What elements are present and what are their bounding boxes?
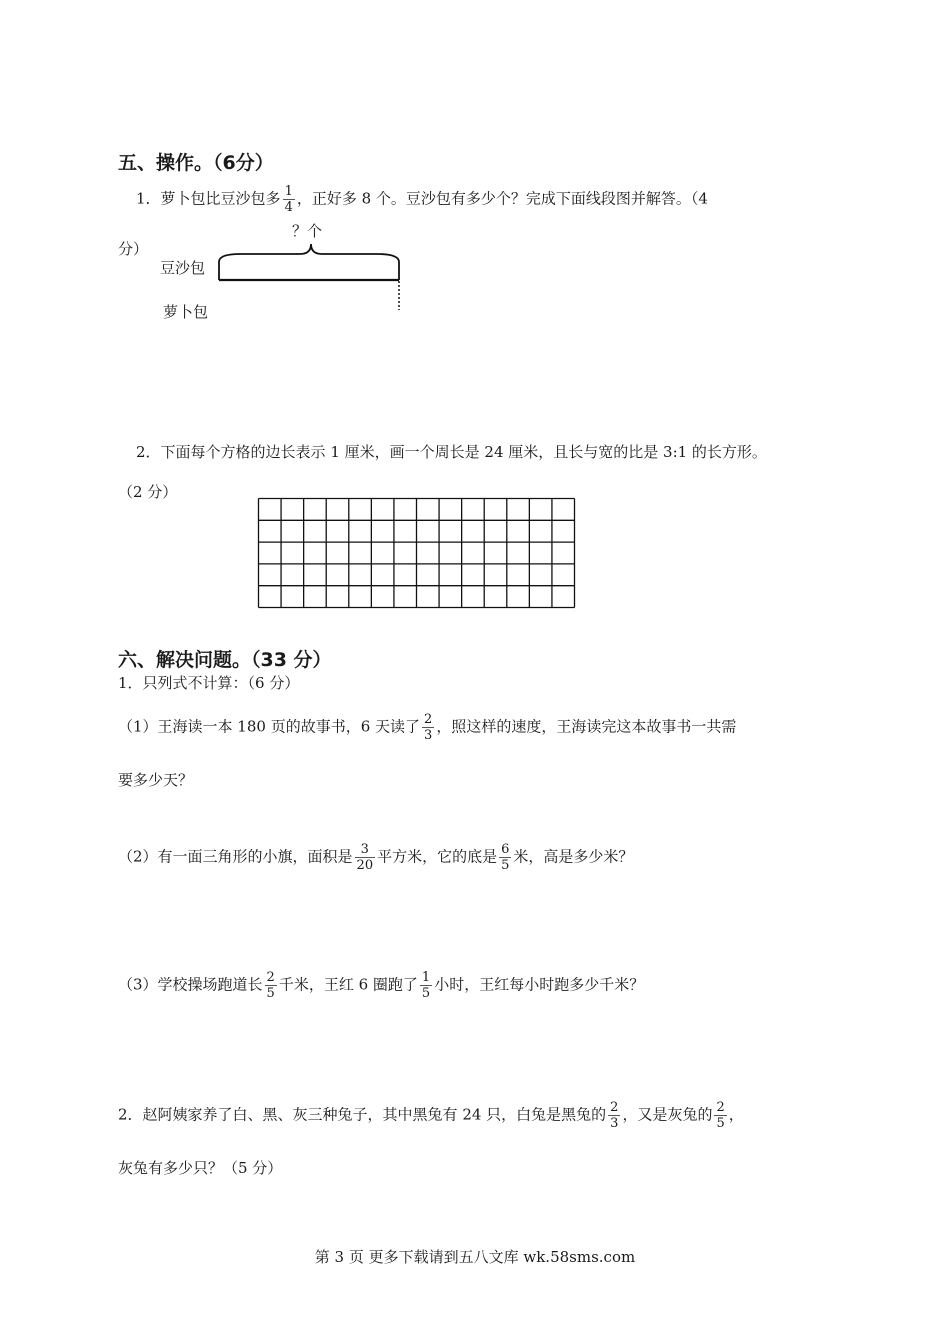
question-5-2	[136, 441, 767, 462]
fraction	[265, 970, 277, 1001]
fraction	[608, 1100, 620, 1131]
question-text: ，正好多 8 个。豆沙包有多少个？完成下面线段图并解答。（4	[296, 189, 708, 208]
fraction-numerator: 3	[355, 842, 376, 858]
problem-text: 平方米，它的底是	[377, 847, 498, 866]
fraction-denominator: 20	[356, 858, 374, 873]
fraction	[499, 842, 511, 873]
fraction-numerator: 2	[716, 1100, 725, 1115]
question-text-continued: 分）	[118, 240, 149, 258]
fraction-denominator: 5	[266, 986, 275, 1001]
problem-6-1-2	[118, 842, 633, 873]
brace-label: ？个	[292, 222, 323, 240]
question-6-2-continued: 灰兔有多少只？（5 分）	[118, 1159, 283, 1177]
problem-6-1-1	[118, 712, 736, 743]
question-text: 萝卜包比豆沙包多	[160, 189, 281, 208]
problem-text: 小时，王红每小时跑多少千米？	[434, 975, 645, 994]
fraction-denominator: 5	[421, 986, 431, 1001]
page-footer: 第 3 页 更多下载请到五八文库 wk.58sms.com	[314, 1248, 636, 1266]
question-number: 1．	[136, 189, 161, 208]
fraction-numerator: 2	[610, 1100, 619, 1115]
problem-text: 米，高是多少米？	[513, 847, 634, 866]
fraction	[420, 970, 432, 1001]
fraction	[714, 1100, 726, 1131]
fraction-denominator: 3	[610, 1116, 619, 1131]
fraction-denominator: 5	[716, 1116, 725, 1131]
question-text: 下面每个方格的边长表示 1 厘米，画一个周长是 24 厘米，且长与宽的比是 3:1 的长方形。	[160, 443, 767, 461]
problem-text: 千米，王红 6 圈跑了	[278, 975, 418, 994]
problem-text: ，照这样的速度，王海读完这本故事书一共需	[436, 717, 737, 736]
square-grid[interactable]	[258, 498, 575, 608]
label-bean-bun: 豆沙包	[160, 259, 206, 277]
question-score: （2 分）	[118, 483, 178, 501]
fraction-numerator: 1	[421, 970, 431, 985]
label-radish-bun: 萝卜包	[163, 303, 209, 321]
question-number: 2．	[136, 443, 161, 461]
fraction-denominator: 4	[284, 200, 293, 215]
fraction	[355, 842, 376, 873]
fraction-denominator: 3	[424, 728, 433, 743]
question-6-2	[118, 1100, 744, 1131]
fraction-numerator: 6	[501, 842, 510, 857]
problem-text: ，	[728, 1105, 744, 1124]
fraction	[422, 712, 434, 743]
problem-6-1-3	[118, 970, 644, 1001]
brace-shape	[219, 244, 399, 262]
fraction-denominator: 5	[501, 858, 510, 873]
question-6-1-header: 1．只列式不计算：（6 分）	[118, 674, 300, 692]
problem-text: （2）有一面三角形的小旗，面积是	[118, 847, 353, 866]
problem-text: （3）学校操场跑道长	[118, 975, 263, 994]
problem-6-1-1-continued: 要多少天？	[118, 771, 194, 789]
section-six-title: 六、解决问题。（33 分）	[118, 649, 332, 671]
section-five-title: 五、操作。（6分）	[118, 152, 274, 174]
problem-text: 2．赵阿姨家养了白、黑、灰三种兔子，其中黑兔有 24 只，白兔是黑兔的	[118, 1105, 607, 1124]
problem-text: ，又是灰兔的	[622, 1105, 713, 1124]
fraction-numerator: 1	[284, 184, 293, 199]
fraction-numerator: 2	[424, 712, 433, 727]
fraction-numerator: 2	[266, 970, 275, 985]
problem-text: （1）王海读一本 180 页的故事书，6 天读了	[118, 717, 421, 736]
